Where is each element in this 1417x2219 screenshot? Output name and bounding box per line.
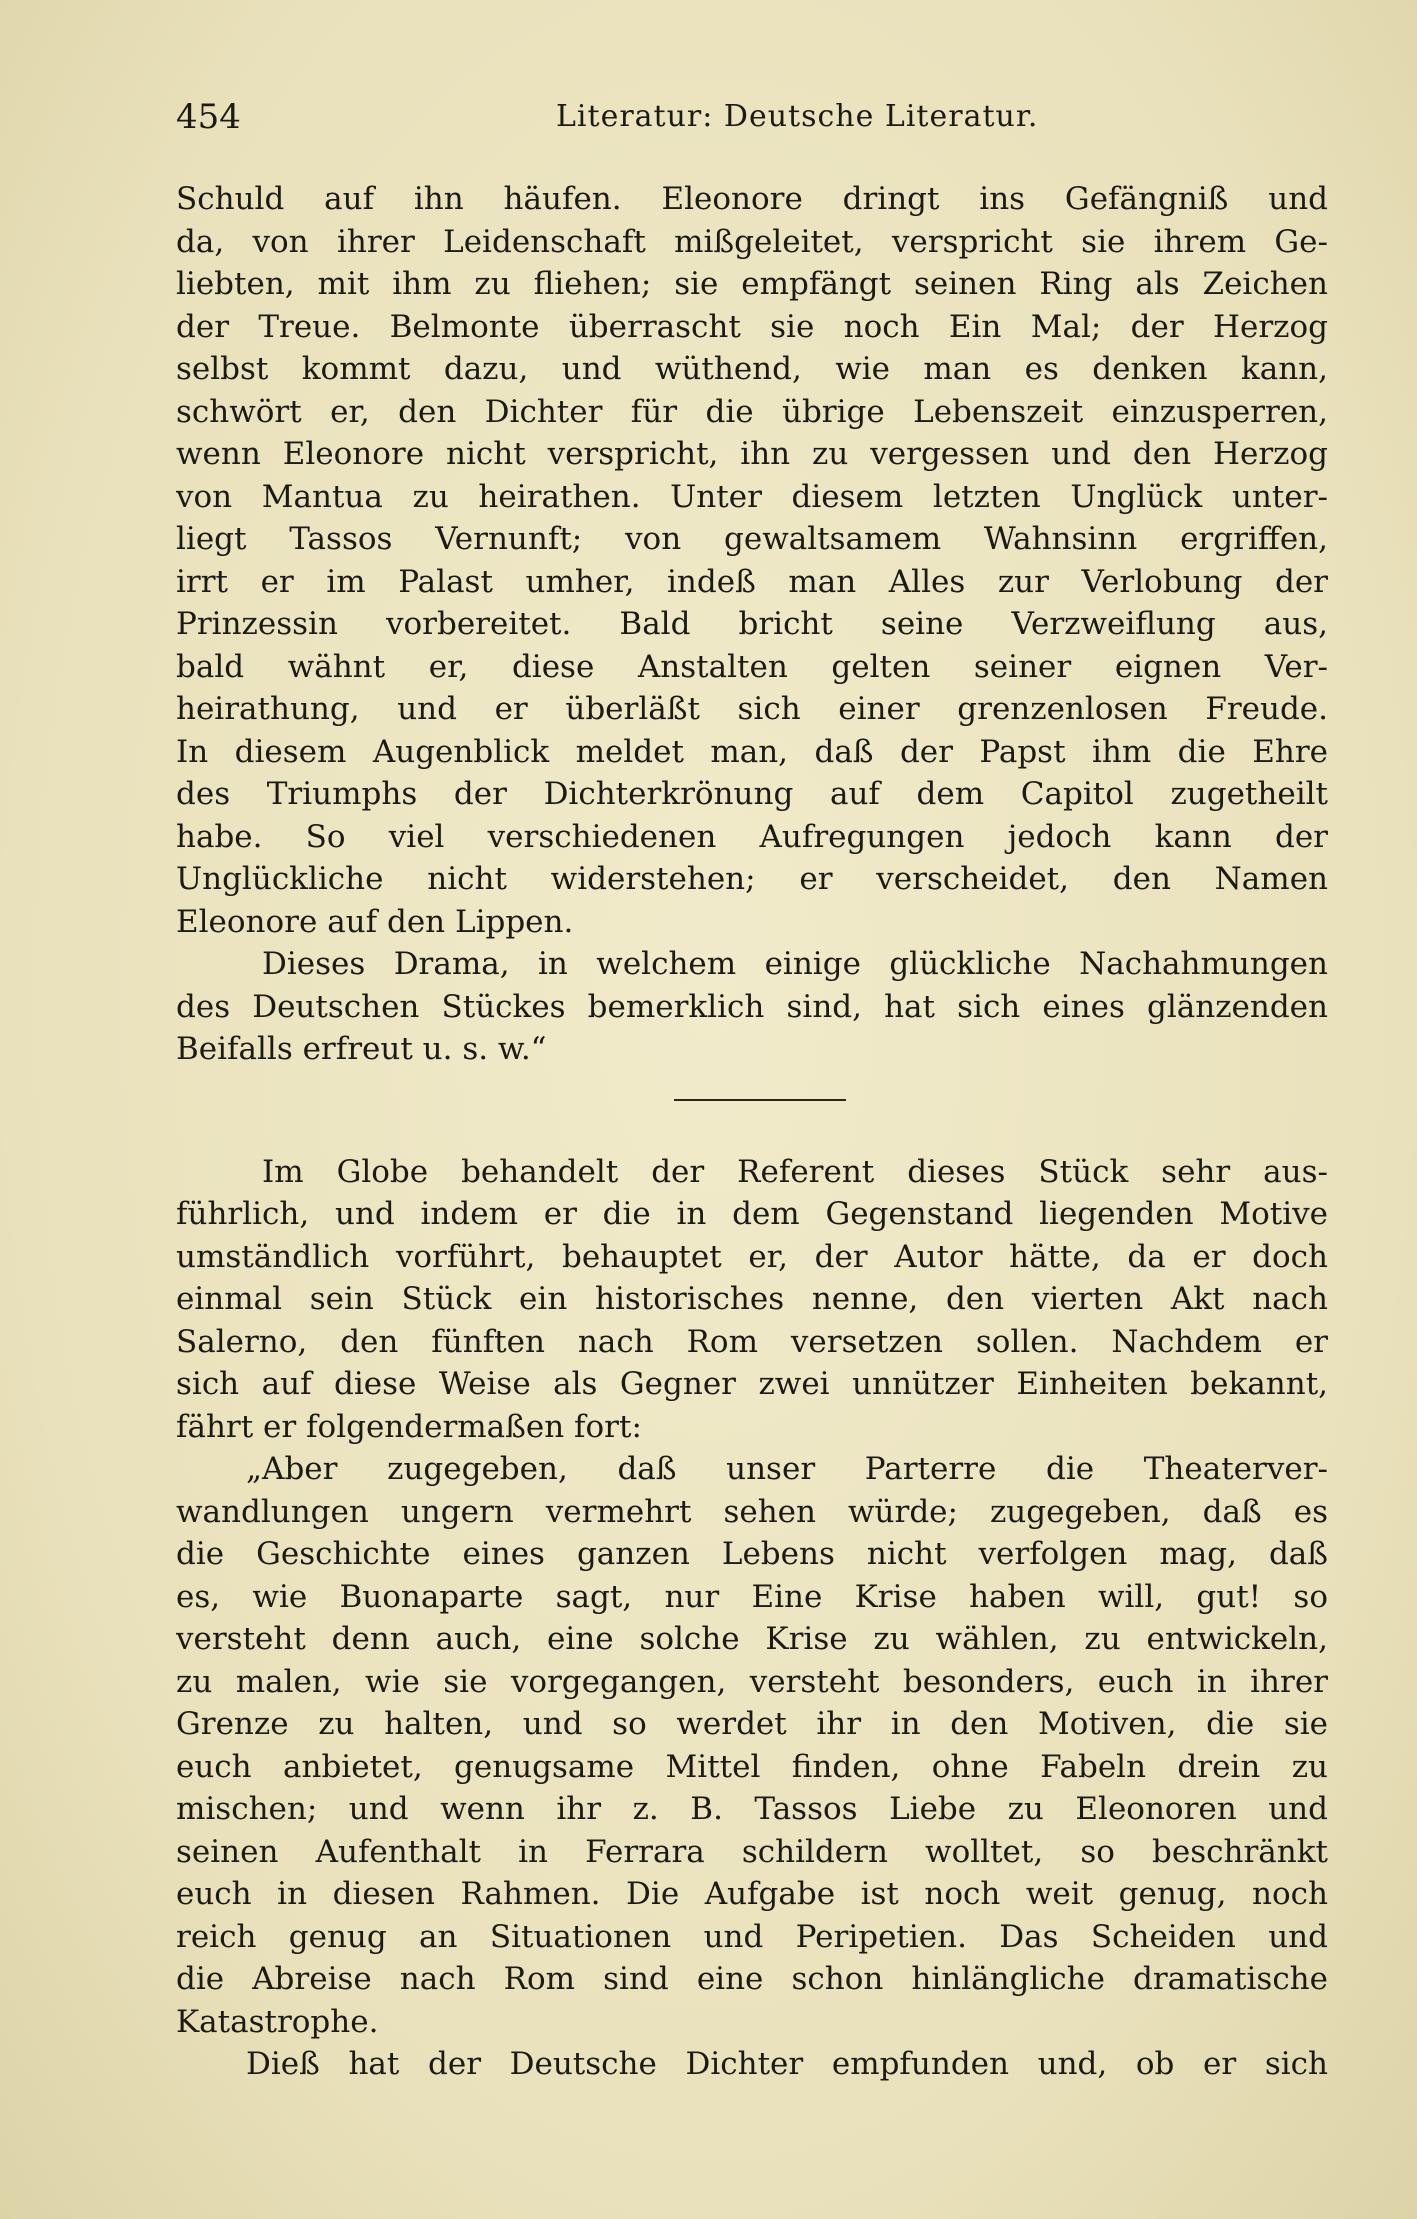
text-line: Prinzessin vorbereitet. Bald bricht seine Verzweiflung aus, [176,606,1328,642]
text-line: Unglückliche nicht widerstehen; er verscheidet, den Namen [176,861,1328,897]
text-line: selbst kommt dazu, und wüthend, wie man es denken kann, [176,351,1328,387]
text-line: Salerno, den fünften nach Rom versetzen sollen. Nachdem er [176,1323,1328,1360]
text-line: führlich, und indem er die in dem Gegenstand liegenden Motive [176,1196,1328,1232]
text-line: liebten, mit ihm zu fliehen; sie empfängt seinen Ring als Zeichen [176,266,1328,302]
text-line: reich genug an Situationen und Peripetien. Das Scheiden und [176,1918,1328,1955]
section-divider-block [176,1071,1328,1151]
text-line: Dieß hat der Deutsche Dichter empfunden und, ob er sich [246,2046,1328,2082]
section-divider [674,1099,846,1101]
text-line: liegt Tassos Vernunft; von gewaltsamem Wahnsinn ergriffen, [176,521,1328,557]
text-line: es, wie Buonaparte sagt, nur Eine Krise haben will, gut! so [176,1578,1328,1615]
text-line: versteht denn auch, eine solche Krise zu wählen, zu entwickeln, [176,1621,1328,1657]
text-line: habe. So viel verschiedenen Aufregungen jedoch kann der [176,818,1328,855]
text-line: da, von ihrer Leidenschaft mißgeleitet, verspricht sie ihrem Ge- [176,223,1328,260]
paragraph-quote [176,1448,1328,2043]
text-line: sich auf diese Weise als Gegner zwei unnützer Einheiten bekannt, [176,1366,1328,1402]
text-line: fährt er folgendermaßen fort: [176,1408,642,1445]
text-line: der Treue. Belmonte überrascht sie noch Ein Mal; der Herzog [176,308,1328,345]
text-line: des Triumphs der Dichterkrönung auf dem Capitol zugetheilt [176,776,1328,812]
text-line: irrt er im Palast umher, indeß man Alles zur Verlobung der [176,563,1328,600]
paragraph-final [176,2043,1328,2086]
text-line: Im Globe behandelt der Referent dieses Stück sehr aus- [262,1153,1328,1190]
text-line: „Aber zugegeben, daß unser Parterre die Theaterver- [246,1451,1328,1487]
text-line: Katastrophe. [176,2003,379,2040]
text-line: umständlich vorführt, behauptet er, der Autor hätte, da er doch [176,1238,1328,1275]
running-head: Literatur: Deutsche Literatur. [556,99,1039,134]
text-line: Dieses Drama, in welchem einige glückliche Nachahmungen [262,946,1328,982]
text-line: wenn Eleonore nicht verspricht, ihn zu vergessen und den Herzog [176,436,1328,472]
text-line: euch in diesen Rahmen. Die Aufgabe ist noch weit genug, noch [176,1876,1328,1912]
text-line: bald wähnt er, diese Anstalten gelten seiner eignen Ver- [176,648,1328,685]
paragraph-drama [176,943,1328,1071]
text-line: Eleonore auf den Lippen. [176,903,574,940]
text-line: von Mantua zu heirathen. Unter diesem letzten Unglück unter- [176,478,1328,515]
text-line: einmal sein Stück ein historisches nenne, den vierten Akt nach [176,1281,1328,1317]
page-header [176,92,1326,142]
text-line: zu malen, wie sie vorgegangen, versteht besonders, euch in ihrer [176,1663,1328,1700]
text-line: mischen; und wenn ihr z. B. Tassos Liebe zu Eleonoren und [176,1791,1328,1827]
paragraph-globe [176,1151,1328,1449]
paragraph-continued [176,178,1328,943]
text-line: Beifalls erfreut u. s. w.“ [176,1031,547,1067]
text-line: In diesem Augenblick meldet man, daß der Papst ihm die Ehre [176,733,1328,770]
body-text [176,178,1328,2086]
text-line: des Deutschen Stückes bemerklich sind, hat sich eines glänzenden [176,988,1328,1025]
page-number: 454 [176,97,241,137]
text-line: heirathung, und er überläßt sich einer grenzenlosen Freude. [176,691,1328,727]
text-line: die Abreise nach Rom sind eine schon hinlängliche dramatische [176,1961,1328,1997]
text-line: Grenze zu halten, und so werdet ihr in den Motiven, die sie [176,1706,1328,1742]
text-line: Schuld auf ihn häufen. Eleonore dringt ins Gefängniß und [176,181,1328,217]
text-line: euch anbietet, genugsame Mittel finden, ohne Fabeln drein zu [176,1748,1328,1785]
text-line: seinen Aufenthalt in Ferrara schildern wolltet, so beschränkt [176,1833,1328,1870]
text-line: die Geschichte eines ganzen Lebens nicht verfolgen mag, daß [176,1536,1328,1572]
text-line: wandlungen ungern vermehrt sehen würde; zugegeben, daß es [176,1493,1328,1530]
text-line: schwört er, den Dichter für die übrige Lebenszeit einzusperren, [176,393,1328,430]
